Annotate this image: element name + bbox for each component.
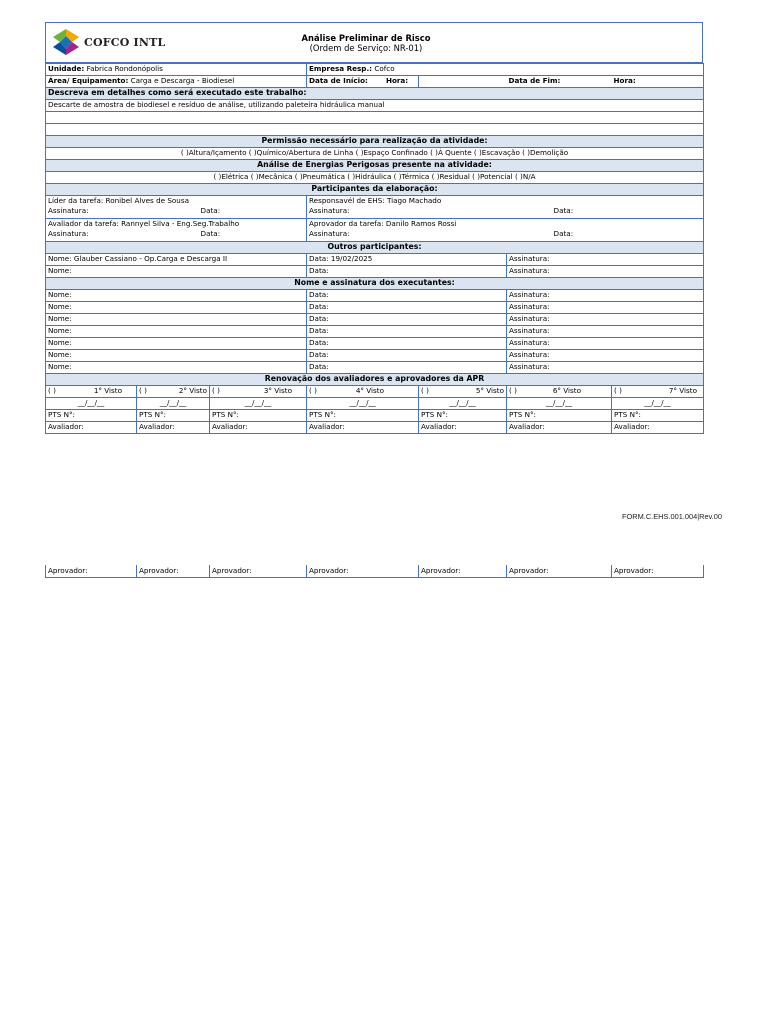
aprovador-label: Aprovador:	[210, 565, 307, 578]
pts-label: PTS N°:	[137, 410, 210, 422]
area-cell: Área/ Equipamento: Carga e Descarga - Biodiesel	[46, 76, 307, 88]
executante-data: Data:	[307, 302, 507, 314]
brand-name: COFCO INTL	[84, 36, 166, 49]
outros-data: Data: 19/02/2025	[307, 254, 507, 266]
avaliador-row	[46, 219, 704, 242]
ehs-name: Responsavél de EHS: Tiago Machado	[309, 196, 442, 205]
pts-label: PTS N°:	[46, 410, 137, 422]
visto-date-row	[46, 398, 704, 410]
executante-assinatura: Assinatura:	[507, 350, 704, 362]
energias-options: ( )Elétrica ( )Mecânica ( )Pneumática ( )Hidráulica ( )Térmica ( )Residual ( )Potencial ( )N/A	[46, 172, 704, 184]
aprovador-label: Aprovador:	[419, 565, 507, 578]
executante-nome: Nome:	[46, 362, 307, 374]
form-code: FORM.C.EHS.001.004|Rev.00	[622, 512, 722, 521]
form-table	[45, 63, 704, 434]
executante-nome: Nome:	[46, 338, 307, 350]
executante-row	[46, 326, 704, 338]
avaliador-name: Avaliador da tarefa: Rannyel Silva - Eng.Seg.Trabalho	[48, 219, 240, 228]
executante-row	[46, 314, 704, 326]
executante-row	[46, 362, 704, 374]
apr-form	[45, 22, 703, 434]
lider-row	[46, 196, 704, 219]
executante-assinatura: Assinatura:	[507, 362, 704, 374]
data-inicio-cell: Data de Início: Hora:	[307, 76, 419, 88]
executante-data: Data:	[307, 362, 507, 374]
executantes-heading-row	[46, 278, 704, 290]
visto-date: __/__/__	[137, 398, 210, 410]
executante-row	[46, 350, 704, 362]
executante-nome: Nome:	[46, 314, 307, 326]
aprovador-row	[45, 565, 704, 578]
ehs-cell: Responsavél de EHS: Tiago Machado Assinatura: Data:	[307, 196, 704, 219]
outros-assinatura: Assinatura:	[507, 254, 704, 266]
visto-cell-4: ( ) 4° Visto	[307, 386, 419, 398]
avaliador-label: Avaliador:	[307, 422, 419, 434]
visto-date: __/__/__	[419, 398, 507, 410]
pts-label: PTS N°:	[612, 410, 704, 422]
unidade-row	[46, 64, 704, 76]
pts-label: PTS N°:	[307, 410, 419, 422]
outros-heading-row	[46, 242, 704, 254]
avaliador-label: Avaliador:	[507, 422, 612, 434]
renovacao-heading-row	[46, 374, 704, 386]
blank-row	[46, 112, 704, 124]
executante-assinatura: Assinatura:	[507, 302, 704, 314]
blank-row	[46, 124, 704, 136]
executante-row	[46, 302, 704, 314]
energias-heading: Análise de Energias Perigosas presente na atividade:	[46, 160, 704, 172]
area-row	[46, 76, 704, 88]
form-title-block	[286, 33, 446, 53]
executante-nome: Nome:	[46, 302, 307, 314]
form-subtitle: (Ordem de Serviço: NR-01)	[309, 43, 423, 53]
visto-row	[46, 386, 704, 398]
outros-row	[46, 254, 704, 266]
data-fim-cell: Data de Fim:	[507, 76, 612, 88]
pts-label: PTS N°:	[419, 410, 507, 422]
executantes-heading: Nome e assinatura dos executantes:	[46, 278, 704, 290]
permissao-heading-row	[46, 136, 704, 148]
executante-data: Data:	[307, 350, 507, 362]
outros-data: Data:	[307, 266, 507, 278]
participantes-heading: Participantes da elaboração:	[46, 184, 704, 196]
avaliador-label: Avaliador:	[419, 422, 507, 434]
descricao-heading: Descreva em detalhes como será executado este trabalho:	[46, 88, 704, 100]
aprovador-label: Aprovador:	[46, 565, 137, 578]
executante-assinatura: Assinatura:	[507, 314, 704, 326]
energias-heading-row	[46, 160, 704, 172]
lider-cell: Líder da tarefa: Ronibel Alves de Sousa Assinatura: Data:	[46, 196, 307, 219]
outros-nome: Nome: Glauber Cassiano - Op.Carga e Descarga II	[46, 254, 307, 266]
descricao-text-row	[46, 100, 704, 112]
aprovador-label: Aprovador:	[612, 565, 704, 578]
energias-options-row	[46, 172, 704, 184]
visto-cell-1: ( ) 1° Visto	[46, 386, 137, 398]
visto-cell-6: ( ) 6° Visto	[507, 386, 612, 398]
visto-date: __/__/__	[46, 398, 137, 410]
visto-cell-7: ( ) 7° Visto	[612, 386, 704, 398]
visto-date: __/__/__	[612, 398, 704, 410]
empresa-cell: Empresa Resp.: Cofco	[307, 64, 704, 76]
form-header	[45, 22, 703, 63]
aprovador-name: Aprovador da tarefa: Danilo Ramos Rossi	[309, 219, 457, 228]
pts-label: PTS N°:	[507, 410, 612, 422]
visto-date: __/__/__	[307, 398, 419, 410]
permissao-options: ( )Altura/Içamento ( )Químico/Abertura de Linha ( )Espaço Confinado ( )À Quente ( )Escavação ( )Demolição	[46, 148, 704, 160]
executante-data: Data:	[307, 314, 507, 326]
executante-assinatura: Assinatura:	[507, 338, 704, 350]
executante-data: Data:	[307, 338, 507, 350]
descricao-text: Descarte de amostra de biodiesel e resíduo de análise, utilizando paleteira hidráulica manual	[46, 100, 704, 112]
pts-row	[46, 410, 704, 422]
permissao-heading: Permissão necessário para realização da atividade:	[46, 136, 704, 148]
avaliador-label: Avaliador:	[612, 422, 704, 434]
avaliador-cell: Avaliador da tarefa: Rannyel Silva - Eng.Seg.Trabalho Assinatura: Data:	[46, 219, 307, 242]
lider-name: Líder da tarefa: Ronibel Alves de Sousa	[48, 196, 189, 205]
executante-data: Data:	[307, 326, 507, 338]
pts-label: PTS N°:	[210, 410, 307, 422]
renovacao-heading: Renovação dos avaliadores e aprovadores da APR	[46, 374, 704, 386]
aprovador-label: Aprovador:	[307, 565, 419, 578]
cofco-logo-icon	[52, 28, 80, 56]
visto-date: __/__/__	[210, 398, 307, 410]
outros-heading: Outros participantes:	[46, 242, 704, 254]
executante-assinatura: Assinatura:	[507, 326, 704, 338]
executante-data: Data:	[307, 290, 507, 302]
avaliador-label: Avaliador:	[137, 422, 210, 434]
executante-row	[46, 290, 704, 302]
outros-nome: Nome:	[46, 266, 307, 278]
executante-nome: Nome:	[46, 290, 307, 302]
visto-cell-5: ( ) 5° Visto	[419, 386, 507, 398]
avaliador-visto-row	[46, 422, 704, 434]
participantes-heading-row	[46, 184, 704, 196]
permissao-options-row	[46, 148, 704, 160]
outros-row	[46, 266, 704, 278]
executante-nome: Nome:	[46, 350, 307, 362]
aprovador-label: Aprovador:	[507, 565, 612, 578]
visto-cell-2: ( ) 2° Visto	[137, 386, 210, 398]
hora-fim-cell: Hora:	[612, 76, 704, 88]
executante-row	[46, 338, 704, 350]
aprovador-cell: Aprovador da tarefa: Danilo Ramos Rossi Assinatura: Data:	[307, 219, 704, 242]
visto-cell-3: ( ) 3° Visto	[210, 386, 307, 398]
unidade-cell: Unidade: Fabrica Rondonópolis	[46, 64, 307, 76]
executante-nome: Nome:	[46, 326, 307, 338]
aprovador-label: Aprovador:	[137, 565, 210, 578]
avaliador-label: Avaliador:	[210, 422, 307, 434]
form-title: Análise Preliminar de Risco	[301, 33, 431, 43]
outros-assinatura: Assinatura:	[507, 266, 704, 278]
descricao-heading-row	[46, 88, 704, 100]
visto-date: __/__/__	[507, 398, 612, 410]
avaliador-label: Avaliador:	[46, 422, 137, 434]
executante-assinatura: Assinatura:	[507, 290, 704, 302]
